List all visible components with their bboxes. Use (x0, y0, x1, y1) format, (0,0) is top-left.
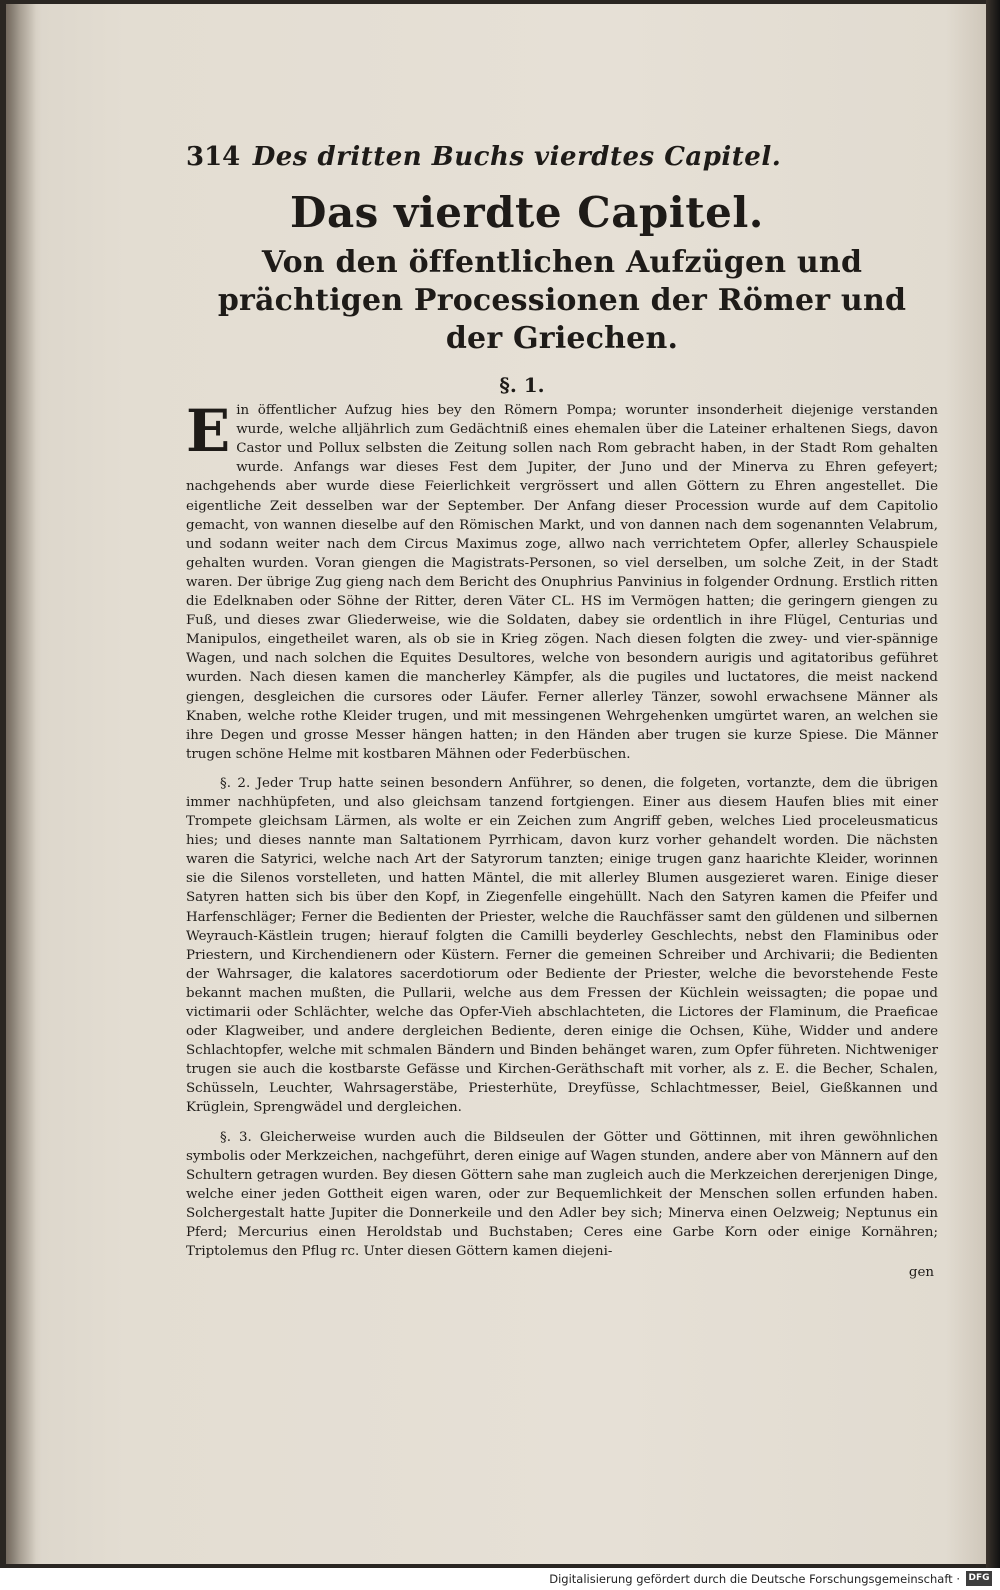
section-1-mark: §. 1. (499, 373, 545, 397)
page-content (186, 140, 938, 1282)
page-header (186, 140, 938, 174)
drop-cap: E (186, 397, 231, 466)
gutter-shadow (6, 4, 36, 1564)
paragraph-2: §. 2. Jeder Trup hatte seinen besondern Anführer, so denen, die folgeten, vortanzte, dem die übrigen immer nachhüpfeten, und also gleichsam tanzend fortgiengen. Einer aus diesem Haufen blies mit einer Trompete gleichsam Lärmen, als wolte er ein Zeichen zum Angriff geben, welches Lied proceleusmaticus hies; und dieses nannte man Saltationem Pyrrhicam, davon kurz vorher gehandelt worden. Die nächsten waren die Satyrici, welche nach Art der Satyrorum tanzten; einige trugen ganz haarichte Kleider, worinnen sie die Silenos vorstelleten, und hatten Mäntel, die mit allerley Blumen ausgezieret waren. Einige dieser Satyren hatten sich bis über den Kopf, in Ziegenfelle eingehüllt. Nach den Satyren kamen die Pfeifer und Harfenschläger; Ferner die Bedienten der Priester, welche die Rauchfässer samt den güldenen und silbernen Weyrauch-Kästlein trugen; hierauf folgten die Camilli beyderley Geschlechts, nebst den Flaminibus oder Priestern, und Kirchendienern oder Küstern. Ferner die gemeinen Schreiber und Archivarii; die Bedienten der Wahrsager, die kalatores sacerdotiorum oder Bediente der Priester, welche die bevorstehende Feste bekannt machen mußten, die Pullarii, welche aus dem Fressen der Küchlein weissagten; die popae und victimarii oder Schlächter, welche das Opfer-Vieh abschlachteten, die Lictores der Flaminum, die Praeficae oder Klagweiber, und andere dergleichen Bediente, deren einige die Ochsen, Kühe, Widder und andere Schlachtopfer, welche mit schmalen Bändern und Binden behänget waren, zum Opfer führeten. Nichtweniger trugen sie auch die kostbarste Gefässe und Kirchen-Geräthschaft mit vorher, als z. E. die Becher, Schalen, Schüsseln, Leuchter, Wahrsagerstäbe, Priesterhüte, Dreyfüsse, Schlachtmesser, Beiel, Gießkannen und Krüglein, Sprengwädel und dergleichen. (186, 775, 938, 1116)
footer-credit: Digitalisierung gefördert durch die Deutsche Forschungsgemeinschaft · (549, 1572, 960, 1586)
paragraph-3: §. 3. Gleicherweise wurden auch die Bildseulen der Götter und Göttinnen, mit ihren gewöhnlichen symbolis oder Merkzeichen, nachgeführt, deren einige auf Wagen stunden, andere aber von Männern auf den Schultern getragen wurden. Bey diesen Göttern sahe man zugleich auch die Merkzeichen dererjenigen Dinge, welche einer jeden Gottheit eigen waren, oder zur Bequemlichkeit der Menschen sollen erfunden haben. Solchergestalt hatte Jupiter die Donnerkeile und den Adler bey sich; Minerva einen Oelzweig; Neptunus ein Pferd; Mercurius einen Heroldstab und Buchstaben; Ceres eine Garbe Korn oder einige Kornähren; Triptolemus den Pflug rc. Unter diesen Göttern kamen diejeni- (186, 1129, 939, 1260)
catchword: gen (908, 1265, 934, 1281)
dfg-logo: DFG (966, 1571, 992, 1586)
running-title: Des dritten Buchs vierdtes Capitel. (252, 142, 782, 172)
paragraph-1-text: in öffentlicher Aufzug hies bey den Römern Pompa; worunter insonderheit diejenige verstanden wurde, welche alljährlich zum Gedächtniß eines ehemalen über die Lateiner erhaltenen Siegs, davon Castor und Pollux selbsten die Zeitung sollen nach Rom gebracht haben, in der Stadt Rom gehalten wurde. Anfangs war dieses Fest dem Jupiter, der Juno und der Minerva zu Ehren gefeyert; nachgehends aber wurde diese Feierlichkeit vergrössert und allen Göttern zu Ehren angestellet. Die eigentliche Zeit desselben war der September. Der Anfang dieser Procession wurde auf dem Capitolio gemacht, von wannen dieselbe auf den Römischen Markt, und von dannen nach dem sogenannten Velabrum, und sodann weiter nach dem Circus Maximus zoge, allwo nach verrichtetem Opfer, allerley Schauspiele gehalten wurden. Voran giengen die Magistrats-Personen, so viel derselben, um solche Zeit, in der Stadt waren. Der übrige Zug gieng nach dem Bericht des Onuphrius Panvinius in folgender Ordnung. Erstlich ritten die Edelknaben oder Söhne der Ritter, deren Väter CL. HS im Vermögen hatten; die geringern giengen zu Fuß, und dieses zwar Gliederweise, wie die Soldaten, dabey sie ordentlich in ihre Flügel, Centurias und Manipulos, eingetheilet waren, als ob sie in Krieg zögen. Nach diesen folgten die zwey- und vier-spännige Wagen, und nach solchen die Equites Desultores, welche von besondern aurigis und agitatoribus geführet wurden. Nach diesen kamen die mancherley Kämpfer, als die pugiles und luctatores, die meist nackend giengen, desgleichen die cursores oder Läufer. Ferner allerley Tänzer, sowohl erwachsene Männer als Knaben, welche rothe Kleider trugen, und mit messingenen Wehrgehenken umgürtet waren, an welchen sie ihre Degen und grosse Messer hängen hatten; in den Händen aber trugen sie kurze Spiese. Die Männer trugen schöne Helme mit kostbaren Mähnen oder Federbüschen. (186, 403, 938, 762)
page-number: 314 (186, 142, 241, 172)
page-edge (986, 0, 1000, 1568)
chapter-subtitle: Von den öffentlichen Aufzügen und prächtigen Processionen der Römer und der Griechen. (217, 245, 907, 356)
chapter-title: Das vierdte Capitel. (290, 188, 764, 237)
paragraph-1 (186, 397, 938, 764)
digitization-footer (0, 1568, 1000, 1590)
